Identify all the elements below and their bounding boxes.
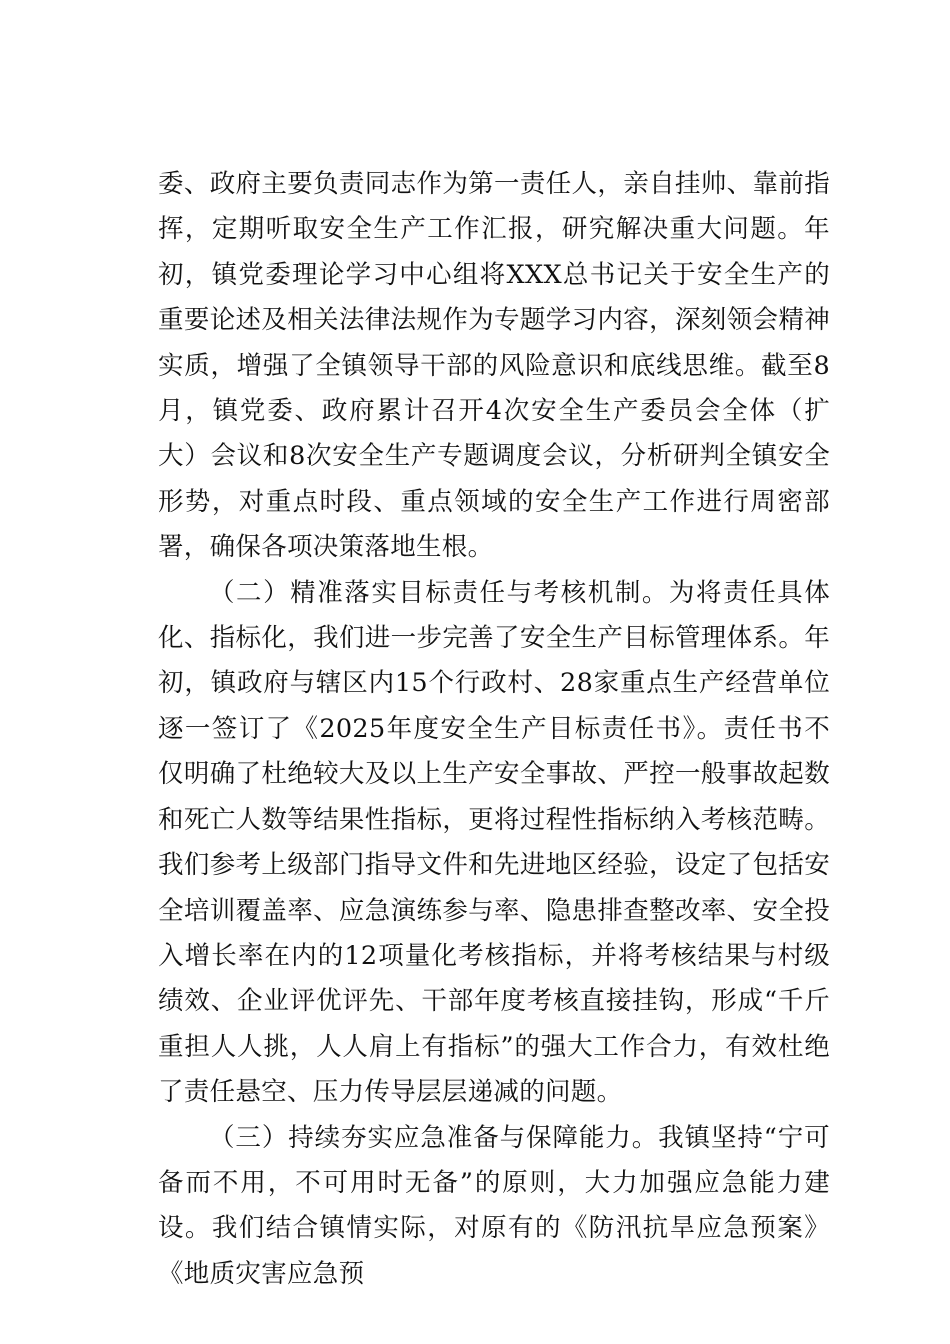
body-text	[158, 162, 830, 1297]
paragraph-continuation: 委、政府主要负责同志作为第一责任人，亲自挂帅、靠前指挥，定期听取安全生产工作汇报，研究解决重大问题。年初，镇党委理论学习中心组将XXX总书记关于安全生产的重要论述及相关法律法规作为专题学习内容，深刻领会精神实质，增强了全镇领导干部的风险意识和底线思维。截至8月，镇党委、政府累计召开4次安全生产委员会全体（扩大）会议和8次安全生产专题调度会议，分析研判全镇安全形势，对重点时段、重点领域的安全生产工作进行周密部署，确保各项决策落地生根。	[158, 169, 830, 563]
paragraph-section-3: （三）持续夯实应急准备与保障能力。我镇坚持“宁可备而不用，不可用时无备”的原则，大力加强应急能力建设。我们结合镇情实际，对原有的《防汛抗旱应急预案》《地质灾害应急预	[158, 1122, 830, 1289]
paragraph-section-2: （二）精准落实目标责任与考核机制。为将责任具体化、指标化，我们进一步完善了安全生产目标管理体系。年初，镇政府与辖区内15个行政村、28家重点生产经营单位逐一签订了《2025年度安全生产目标责任书》。责任书不仅明确了杜绝较大及以上生产安全事故、严控一般事故起数和死亡人数等结果性指标，更将过程性指标纳入考核范畴。我们参考上级部门指导文件和先进地区经验，设定了包括安全培训覆盖率、应急演练参与率、隐患排查整改率、安全投入增长率在内的12项量化考核指标，并将考核结果与村级绩效、企业评优评先、干部年度考核直接挂钩，形成“千斤重担人人挑，人人肩上有指标”的强大工作合力，有效杜绝了责任悬空、压力传导层层递减的问题。	[158, 577, 830, 1108]
